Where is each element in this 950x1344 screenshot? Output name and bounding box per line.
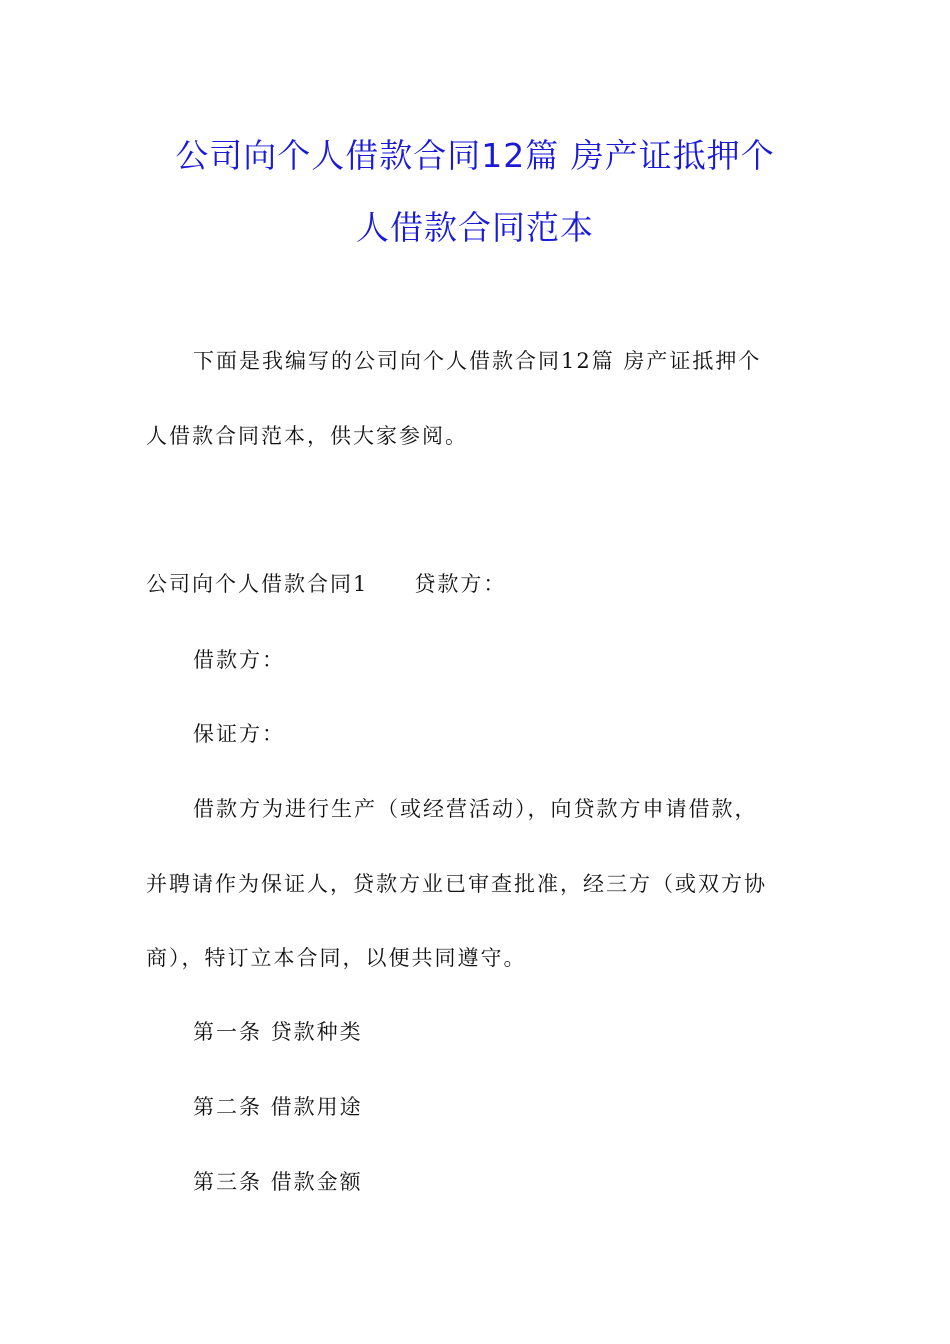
paragraph-line-3: 商），特订立本合同，以便共同遵守。: [146, 946, 527, 970]
borrower-label: 借款方：: [193, 648, 285, 672]
article-3: 第三条 借款金额: [193, 1170, 363, 1194]
article-1: 第一条 贷款种类: [193, 1020, 363, 1044]
document-title-line-2: 人借款合同范本: [356, 208, 594, 247]
paragraph-line-1: 借款方为进行生产（或经营活动），向贷款方申请借款，: [193, 797, 758, 821]
contract-section-heading: 公司向个人借款合同1 贷款方：: [146, 572, 507, 596]
paragraph-line-2: 并聘请作为保证人，贷款方业已审查批准，经三方（或双方协: [146, 872, 767, 896]
document-title-line-1: 公司向个人借款合同12篇 房产证抵押个: [175, 136, 775, 175]
intro-text-line-2: 人借款合同范本，供大家参阅。: [146, 424, 468, 448]
article-2: 第二条 借款用途: [193, 1095, 363, 1119]
guarantor-label: 保证方：: [193, 722, 285, 746]
intro-text-line-1: 下面是我编写的公司向个人借款合同12篇 房产证抵押个: [193, 349, 762, 373]
